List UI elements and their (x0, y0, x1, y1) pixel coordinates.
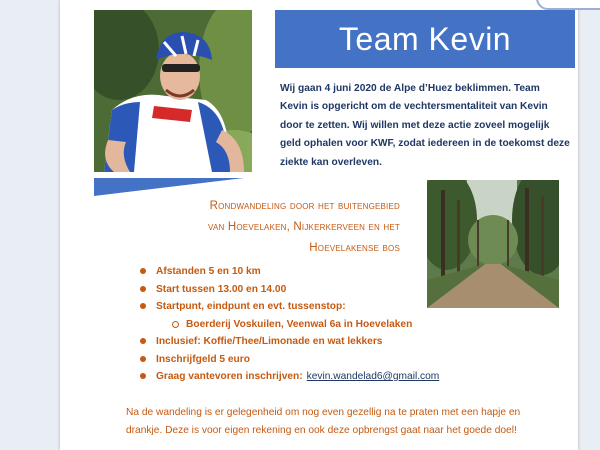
walk-heading-line-2: van Hoevelaken, Nijkerkerveen en het (208, 221, 400, 233)
intro-paragraph: Wij gaan 4 juni 2020 de Alpe d’Huez beklimmen. Team Kevin is opgericht om de vechtersmentaliteit van Kevin door te zetten. Wij willen met deze actie zoveel mogelijk geld ophalen voor KWF, zodat iedereen in de toekomst deze ziekte kan overleven. (280, 83, 570, 168)
closing-paragraph: Na de wandeling is er gelegenheid om nog even gezellig na te praten met een hapje en drankje. Deze is voor eigen rekening en ook deze opbrengst gaat naar het goede doel! (126, 407, 521, 436)
email-link[interactable]: kevin.wandelad6@gmail.com (306, 371, 440, 382)
cyclist-photo (94, 10, 252, 172)
walk-heading (130, 196, 400, 259)
cyclist-illustration (94, 10, 252, 172)
register-label: Graag vantevoren inschrijven: (156, 371, 303, 382)
list-item-fee: Inschrijfgeld 5 euro (138, 351, 498, 369)
walk-heading-line-3: Hoevelakense bos (309, 242, 400, 254)
list-item-start: Start tussen 13.00 en 14.00 (138, 281, 498, 299)
page-title: Team Kevin (338, 20, 512, 57)
details-list (138, 263, 498, 386)
title-banner (275, 10, 575, 68)
list-item-location: Boerderij Voskuilen, Veenwal 6a in Hoevelaken (138, 316, 498, 334)
flyer-page (60, 0, 578, 450)
blue-accent-wedge (94, 176, 244, 196)
list-item-register (138, 368, 498, 386)
corner-tab (536, 0, 600, 10)
list-item-included: Inclusief: Koffie/Thee/Limonade en wat lekkers (138, 333, 498, 351)
list-item-distances: Afstanden 5 en 10 km (138, 263, 498, 281)
list-item-location-label: Startpunt, eindpunt en evt. tussenstop: (138, 298, 498, 316)
walk-heading-line-1: Rondwandeling door het buitengebied (209, 200, 400, 212)
